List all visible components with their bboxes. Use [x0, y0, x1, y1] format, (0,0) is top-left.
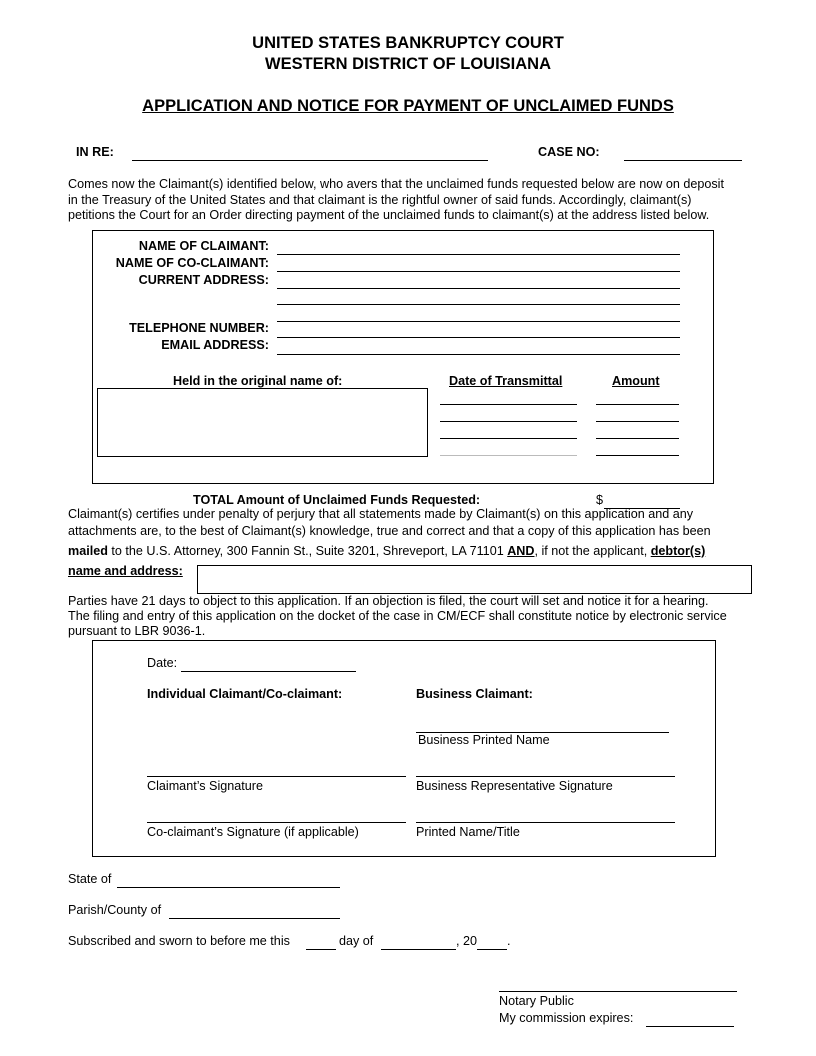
held-name-textbox[interactable] [97, 388, 428, 457]
form-title: APPLICATION AND NOTICE FOR PAYMENT OF UNCLAIMED FUNDS [142, 97, 674, 115]
business-printed-name-input[interactable] [416, 718, 669, 733]
notary-signature-input[interactable] [499, 977, 737, 992]
date-input[interactable] [181, 657, 356, 672]
sworn-text-b: day of [339, 934, 374, 948]
commission-expires-label: My commission expires: [499, 1011, 634, 1025]
email-input[interactable] [277, 340, 680, 355]
business-rep-signature-input[interactable] [416, 762, 675, 777]
total-label: TOTAL Amount of Unclaimed Funds Requested: [193, 493, 481, 507]
and-text: AND [507, 544, 535, 558]
telephone-label: TELEPHONE NUMBER: [129, 321, 269, 335]
sworn-month-input[interactable] [381, 935, 456, 950]
intro-paragraph [68, 177, 778, 224]
business-printed-name-label: Business Printed Name [418, 733, 550, 747]
sworn-year-input[interactable] [477, 935, 507, 950]
address-line-2-input[interactable] [277, 290, 680, 305]
certify-line [68, 543, 705, 559]
mailed-text: mailed [68, 544, 108, 558]
email-label: EMAIL ADDRESS: [161, 338, 269, 352]
notice-paragraph [68, 594, 778, 639]
state-input[interactable] [117, 873, 340, 888]
certify-text: , if not the applicant, [534, 544, 651, 558]
debtor-text: debtor(s) [650, 544, 706, 558]
claimant-name-label: NAME OF CLAIMANT: [138, 239, 269, 253]
business-rep-signature-label: Business Representative Signature [416, 779, 613, 793]
business-claimant-header: Business Claimant: [416, 687, 533, 701]
individual-claimant-header: Individual Claimant/Co-claimant: [147, 687, 343, 701]
district-name: WESTERN DISTRICT OF LOUISIANA [265, 55, 551, 73]
date-transmittal-header: Date of Transmittal [449, 374, 563, 388]
certify-line: Claimant(s) certifies under penalty of perjury that all statements made by Claimant(s) on this application and any [68, 507, 694, 521]
court-name: UNITED STATES BANKRUPTCY COURT [252, 34, 564, 52]
sworn-day-input[interactable] [306, 935, 336, 950]
sworn-text-d: . [507, 934, 511, 948]
transmittal-date-input[interactable] [440, 441, 577, 456]
notice-line: Parties have 21 days to object to this application. If an objection is filed, the court will set and notice it for a hearing. [68, 594, 709, 608]
debtor-name-address-label: name and address: [68, 564, 183, 578]
amount-header: Amount [612, 374, 660, 388]
printed-name-title-label: Printed Name/Title [416, 825, 520, 839]
claimant-name-input[interactable] [277, 240, 680, 255]
intro-line: Comes now the Claimant(s) identified below, who avers that the unclaimed funds requested below are now on deposit [68, 177, 724, 191]
coclaimant-signature-label: Co-claimant’s Signature (if applicable) [147, 825, 359, 839]
current-address-label: CURRENT ADDRESS: [138, 273, 269, 287]
in-re-label: IN RE: [76, 145, 114, 159]
parish-county-label: Parish/County of [68, 903, 162, 917]
commission-expires-input[interactable] [646, 1012, 734, 1027]
date-label: Date: [147, 656, 178, 670]
in-re-input[interactable] [132, 146, 488, 161]
certify-line: attachments are, to the best of Claimant(s) knowledge, true and correct and that a copy of this application has been [68, 524, 711, 538]
state-label: State of [68, 872, 112, 886]
debtor-name-address-input[interactable] [197, 565, 752, 594]
amount-input[interactable] [596, 407, 679, 422]
parish-county-input[interactable] [169, 904, 340, 919]
amount-input[interactable] [596, 441, 679, 456]
certify-text: to the U.S. Attorney, 300 Fannin St., Suite 3201, Shreveport, LA 71101 [107, 544, 508, 558]
telephone-input[interactable] [277, 323, 680, 338]
address-line-1-input[interactable] [277, 274, 680, 289]
claimant-signature-input[interactable] [147, 762, 406, 777]
address-line-3-input[interactable] [277, 307, 680, 322]
dollar-sign: $ [596, 493, 604, 507]
intro-line: petitions the Court for an Order directing payment of the unclaimed funds to claimant(s) at the address listed below. [68, 208, 710, 222]
notary-public-label: Notary Public [499, 994, 574, 1008]
sworn-text-c: , 20 [456, 934, 478, 948]
printed-name-title-input[interactable] [416, 808, 675, 823]
sworn-text-a: Subscribed and sworn to before me this [68, 934, 290, 948]
amount-input[interactable] [596, 390, 679, 405]
notice-line: pursuant to LBR 9036-1. [68, 624, 206, 638]
notice-line: The filing and entry of this application on the docket of the case in CM/ECF shall constitute notice by electronic service [68, 609, 727, 623]
coclaimant-signature-input[interactable] [147, 808, 406, 823]
amount-input[interactable] [596, 424, 679, 439]
transmittal-date-input[interactable] [440, 390, 577, 405]
held-name-header: Held in the original name of: [173, 374, 343, 388]
coclaimant-name-label: NAME OF CO-CLAIMANT: [115, 256, 269, 270]
case-no-input[interactable] [624, 146, 742, 161]
case-no-label: CASE NO: [538, 145, 600, 159]
coclaimant-name-input[interactable] [277, 257, 680, 272]
claimant-signature-label: Claimant’s Signature [147, 779, 263, 793]
transmittal-date-input[interactable] [440, 407, 577, 422]
intro-line: in the Treasury of the United States and that claimant is the rightful owner of said funds. Accordingly, claimant(s) [68, 192, 692, 207]
transmittal-date-input[interactable] [440, 424, 577, 439]
